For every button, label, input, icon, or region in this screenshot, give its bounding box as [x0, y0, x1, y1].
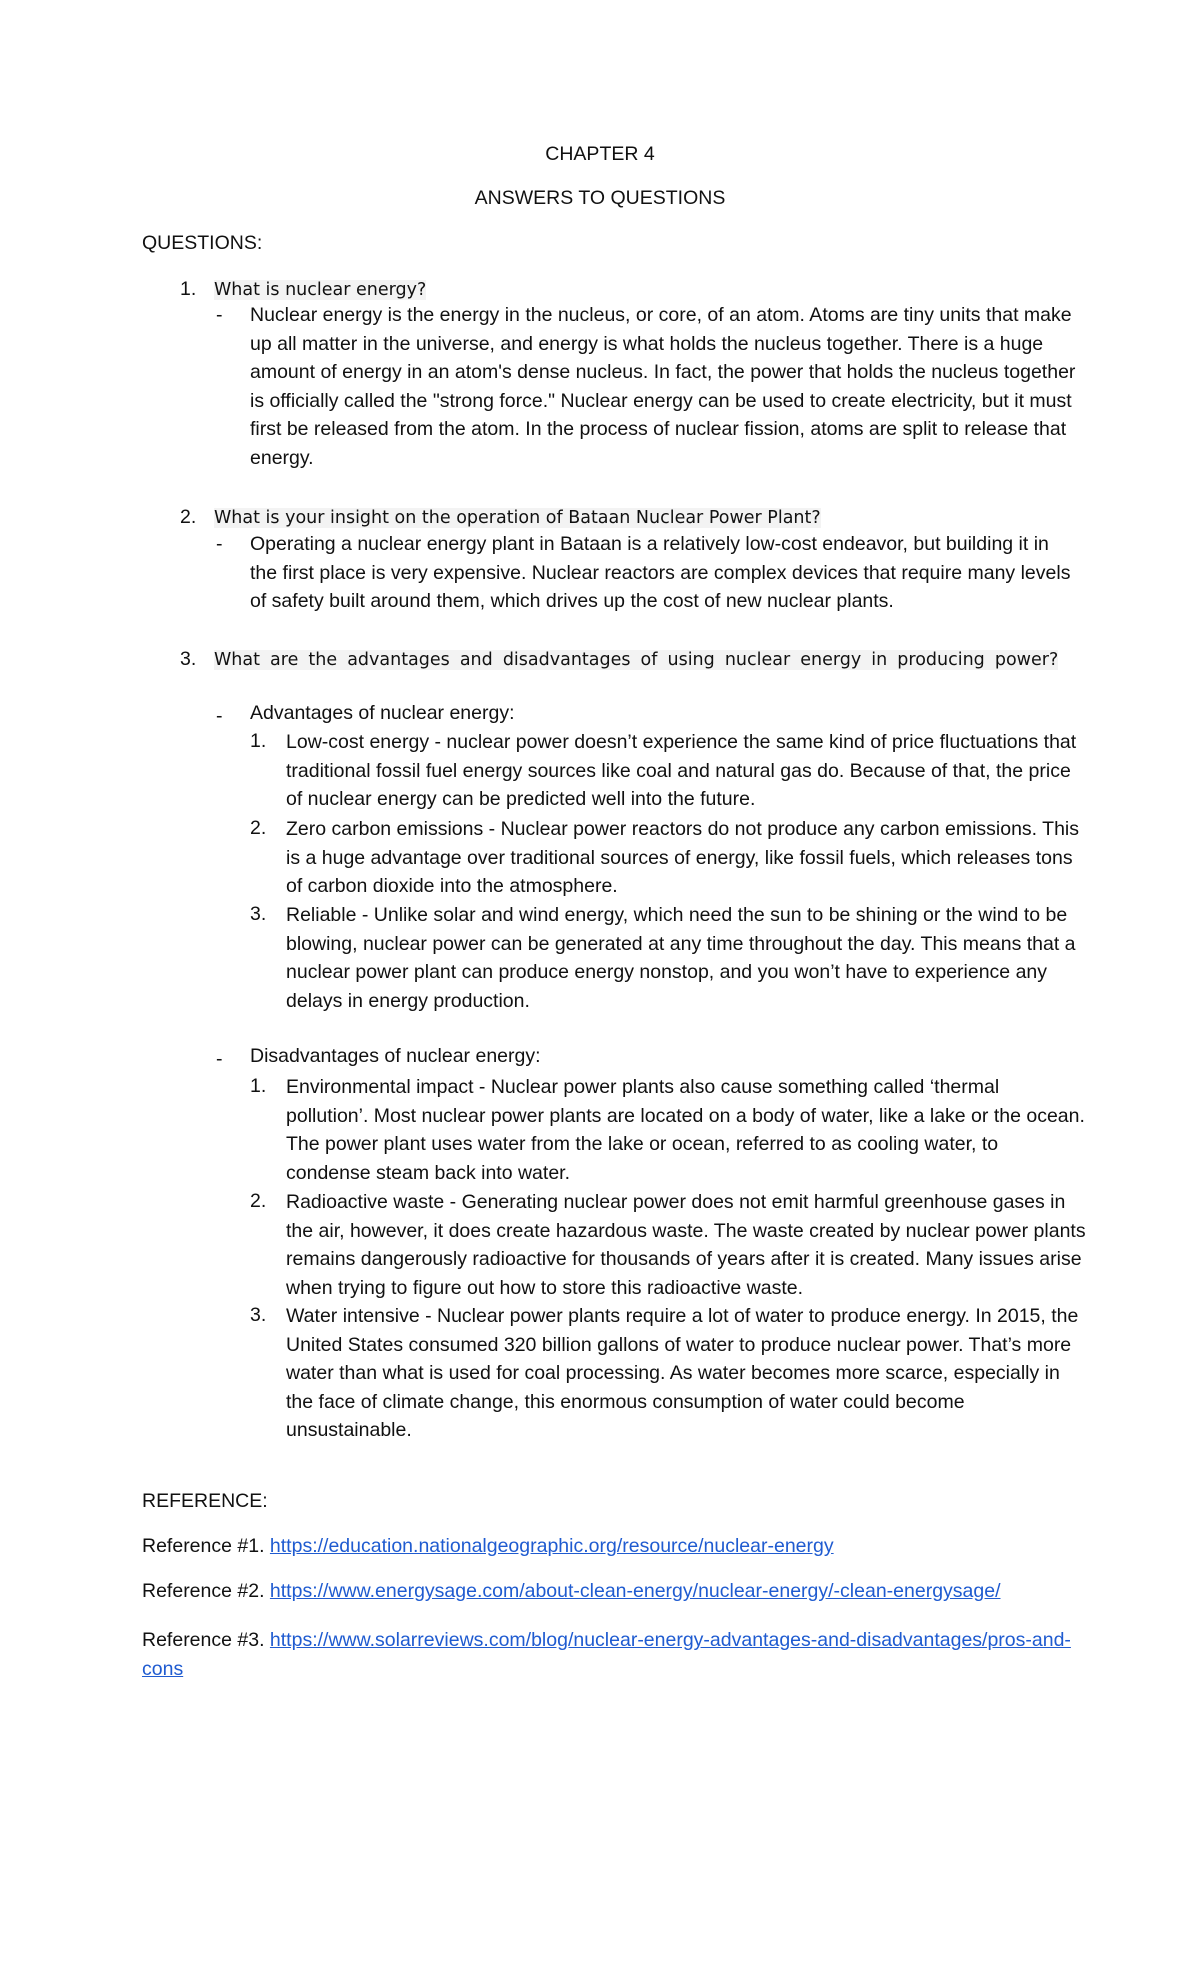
advantage-1-number: 1. — [250, 730, 267, 752]
disadvantage-1-text: Environmental impact - Nuclear power plants also cause something called ‘thermal pollution’. Most nuclear power plants are located on a body of water, like a lake or the ocean. The power plant uses water from the lake or ocean, referred to as cooling water, to condense steam back into water. — [286, 1076, 1085, 1184]
reference-3-label: Reference #3. — [142, 1629, 265, 1651]
answer-1-text: Nuclear energy is the energy in the nucleus, or core, of an atom. Atoms are tiny units that make up all matter in the universe, and energy is what holds the nucleus together. There is a huge amount of energy in an atom's dense nucleus. In fact, the power that holds the nucleus together is officially called the "strong force." Nuclear energy can be used to create electricity, but it must first be released from the atom. In the process of nuclear fission, atoms are split to release that energy. — [250, 304, 1076, 469]
chapter-title: CHAPTER 4 — [545, 143, 655, 165]
question-1-number: 1. — [180, 278, 197, 300]
question-2-text: What is your insight on the operation of Bataan Nuclear Power Plant? — [214, 508, 821, 528]
reference-3-link[interactable]: https://www.solarreviews.com/blog/nuclear-energy-advantages-and-disadvantages/pros-and-cons — [142, 1629, 1071, 1680]
reference-1-label: Reference #1. — [142, 1535, 265, 1557]
advantages-dash: - — [216, 705, 223, 727]
question-3-text: What are the advantages and disadvantages of using nuclear energy in producing power? — [214, 650, 1059, 670]
reference-1 — [142, 1535, 1072, 1558]
advantage-3-number: 3. — [250, 903, 267, 925]
document-subtitle: ANSWERS TO QUESTIONS — [474, 187, 726, 209]
disadvantage-2-text: Radioactive waste - Generating nuclear power does not emit harmful greenhouse gases in the air, however, it does create hazardous waste. The waste created by nuclear power plants remains dangerously radioactive for thousands of years after it is created. Many issues arise when trying to figure out how to store this radioactive waste. — [286, 1191, 1086, 1299]
disadvantage-3-text: Water intensive - Nuclear power plants require a lot of water to produce energy. In 2015, the United States consumed 320 billion gallons of water to produce nuclear power. That’s more water than what is used for coal processing. As water becomes more scarce, especially in the face of climate change, this enormous consumption of water could become unsustainable. — [286, 1305, 1079, 1442]
answer-2-text: Operating a nuclear energy plant in Bataan is a relatively low-cost endeavor, but building it in the first place is very expensive. Nuclear reactors are complex devices that require many levels of safety built around them, which drives up the cost of new nuclear plants. — [250, 533, 1071, 613]
disadvantages-dash: - — [216, 1048, 223, 1070]
reference-3 — [142, 1626, 1072, 1683]
reference-2-label: Reference #2. — [142, 1580, 265, 1602]
reference-1-link[interactable]: https://education.nationalgeographic.org/resource/nuclear-energy — [269, 1535, 834, 1557]
advantages-heading: Advantages of nuclear energy: — [250, 702, 515, 724]
answer-1-dash: - — [216, 304, 223, 326]
question-2-number: 2. — [180, 506, 197, 528]
reference-heading: REFERENCE: — [142, 1490, 268, 1512]
disadvantage-3-number: 3. — [250, 1304, 267, 1326]
question-3-number: 3. — [180, 648, 197, 670]
advantage-2-text: Zero carbon emissions - Nuclear power reactors do not produce any carbon emissions. This is a huge advantage over traditional sources of energy, like fossil fuels, which releases tons of carbon dioxide into the atmosphere. — [286, 818, 1080, 898]
disadvantage-1-number: 1. — [250, 1075, 267, 1097]
answer-2-dash: - — [216, 533, 223, 555]
advantage-2-number: 2. — [250, 817, 267, 839]
disadvantages-heading: Disadvantages of nuclear energy: — [250, 1045, 541, 1067]
question-1-text: What is nuclear energy? — [214, 280, 427, 300]
questions-label: QUESTIONS: — [142, 232, 263, 254]
reference-2-link[interactable]: https://www.energysage.com/about-clean-energy/nuclear-energy/-clean-energysage/ — [269, 1580, 1001, 1602]
reference-2 — [142, 1580, 1072, 1603]
advantage-1-text: Low-cost energy - nuclear power doesn’t experience the same kind of price fluctuations that traditional fossil fuel energy sources like coal and natural gas do. Because of that, the price of nuclear energy can be predicted well into the future. — [286, 731, 1077, 811]
advantage-3-text: Reliable - Unlike solar and wind energy, which need the sun to be shining or the wind to be blowing, nuclear power can be generated at any time throughout the day. This means that a nuclear power plant can produce energy nonstop, and you won’t have to experience any delays in energy production. — [286, 904, 1076, 1012]
disadvantage-2-number: 2. — [250, 1190, 267, 1212]
